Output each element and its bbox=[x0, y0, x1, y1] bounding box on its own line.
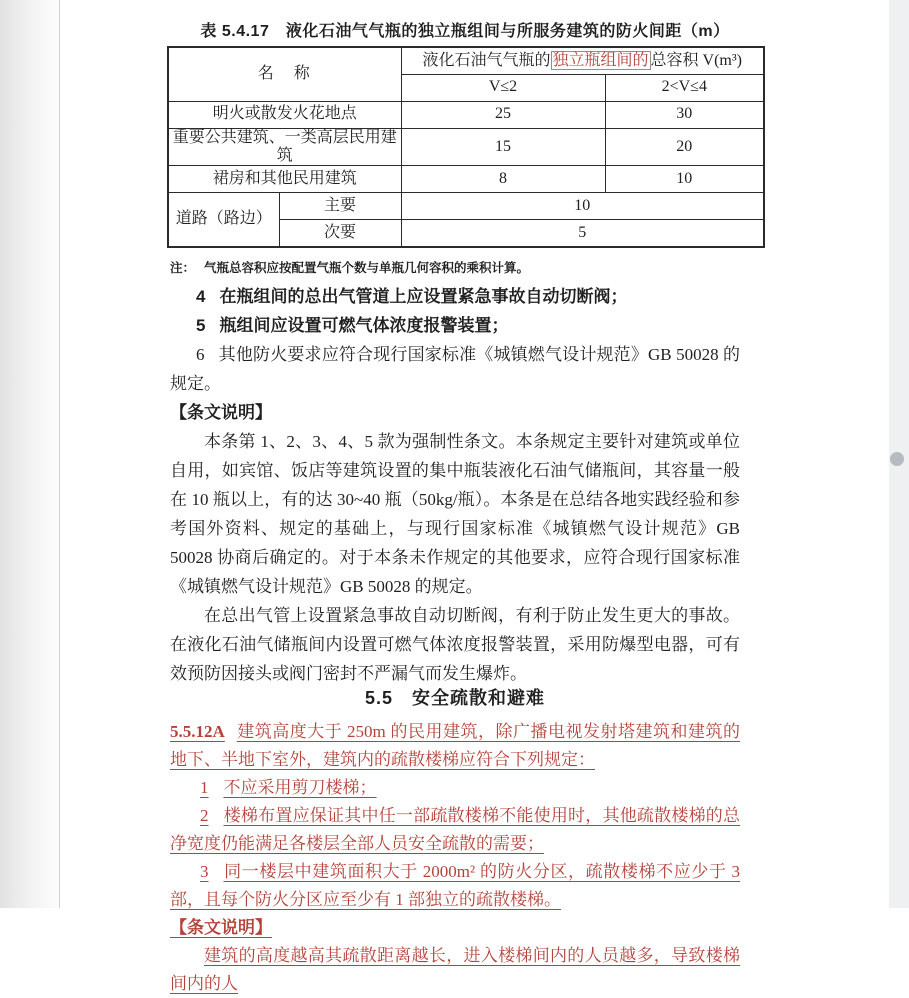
amendment-explanation-label: 【条文说明】 bbox=[170, 917, 272, 937]
header-volume-highlight: 独立瓶组间的 bbox=[552, 51, 649, 69]
clause-6 bbox=[170, 340, 740, 398]
row-value-1: 15 bbox=[401, 128, 605, 166]
clause-text: 在瓶组间的总出气管道上应设置紧急事故自动切断阀； bbox=[219, 286, 628, 306]
item-text: 不应采用剪刀楼梯； bbox=[223, 777, 377, 797]
row-value-1: 8 bbox=[401, 166, 605, 193]
item-number: 3 bbox=[200, 861, 209, 881]
road-label: 道路（路边） bbox=[168, 193, 279, 247]
clause-number: 4 bbox=[196, 286, 206, 306]
amendment-number: 5.5.12A bbox=[170, 721, 225, 741]
fire-spacing-table bbox=[167, 46, 765, 248]
table-row bbox=[168, 166, 764, 193]
road-type: 次要 bbox=[279, 220, 401, 247]
amendment-intro-text: 建筑高度大于 250m 的民用建筑，除广播电视发射塔建筑和建筑的地下、半地下室外，建筑内的疏散楼梯应符合下列规定： bbox=[170, 721, 740, 769]
header-volume bbox=[401, 47, 764, 74]
amendment-intro bbox=[170, 718, 740, 774]
page-left-shadow bbox=[0, 0, 60, 908]
row-label: 明火或散发火花地点 bbox=[168, 101, 401, 128]
header-volume-prefix: 液化石油气气瓶的 bbox=[422, 51, 551, 69]
item-text: 同一楼层中建筑面积大于 2000m² 的防火分区，疏散楼梯不应少于 3 部，且每个防火分区应至少有 1 部独立的疏散楼梯。 bbox=[170, 861, 740, 909]
table-note-label: 注： bbox=[170, 260, 196, 275]
table-row-road-main bbox=[168, 193, 764, 220]
item-number: 2 bbox=[200, 805, 209, 825]
row-value-2: 20 bbox=[605, 128, 764, 166]
road-value: 10 bbox=[401, 193, 764, 220]
item-number: 1 bbox=[200, 777, 209, 797]
header-volume-suffix: 总容积 V(m³) bbox=[650, 51, 743, 69]
row-value-2: 30 bbox=[605, 101, 764, 128]
row-label: 重要公共建筑、一类高层民用建筑 bbox=[168, 128, 401, 166]
header-name: 名 称 bbox=[168, 47, 401, 101]
item-text: 楼梯布置应保证其中任一部疏散楼梯不能使用时，其他疏散楼梯的总净宽度仍能满足各楼层全部人员安全疏散的需要； bbox=[170, 805, 740, 853]
road-value: 5 bbox=[401, 220, 764, 247]
road-type: 主要 bbox=[279, 193, 401, 220]
explanation-paragraph-2: 在总出气管上设置紧急事故自动切断阀，有利于防止发生更大的事故。在液化石油气储瓶间内设置可燃气体浓度报警装置，采用防爆型电器，可有效预防因接头或阀门密封不严漏气而发生爆炸。 bbox=[170, 605, 740, 683]
clause-number: 6 bbox=[196, 344, 205, 364]
clause-text: 其他防火要求应符合现行国家标准《城镇燃气设计规范》GB 50028 的规定。 bbox=[170, 344, 740, 393]
clause-5 bbox=[170, 311, 740, 340]
amendment-item-1 bbox=[170, 774, 740, 802]
clause-text: 瓶组间应设置可燃气体浓度报警装置； bbox=[219, 315, 509, 335]
header-sub-v2: 2<V≤4 bbox=[605, 74, 764, 101]
document-page bbox=[170, 0, 743, 998]
amendment-item-3 bbox=[170, 858, 740, 914]
explanation-label: 【条文说明】 bbox=[170, 402, 272, 422]
section-heading-5-5: 5.5 安全疏散和避难 bbox=[364, 687, 546, 708]
scroll-indicator-dot[interactable] bbox=[890, 452, 904, 466]
row-value-1: 25 bbox=[401, 101, 605, 128]
clause-4 bbox=[170, 282, 740, 311]
table-row bbox=[168, 101, 764, 128]
table-row bbox=[168, 128, 764, 166]
row-label: 裙房和其他民用建筑 bbox=[168, 166, 401, 193]
row-value-2: 10 bbox=[605, 166, 764, 193]
amendment-5-5-12A bbox=[170, 718, 740, 998]
table-note bbox=[170, 260, 740, 276]
table-caption: 表 5.4.17 液化石油气气瓶的独立瓶组间与所服务建筑的防火间距（m） bbox=[200, 23, 730, 40]
table-header-row-1 bbox=[168, 47, 764, 74]
amendment-item-2 bbox=[170, 802, 740, 858]
explanation-paragraph-1: 本条第 1、2、3、4、5 款为强制性条文。本条规定主要针对建筑或单位自用，如宾馆、饭店等建筑设置的集中瓶装液化石油气储瓶间，其容量一般在 10 瓶以上，有的达 30~40 瓶（50kg/瓶）。本条是在总结各地实践经验和参考国外资料、规定的基础上，与现行国家标准《城镇燃气设计规范》GB 50028 协商后确定的。对于本条未作规定的其他要求，应符合现行国家标准《城镇燃气设计规范》GB 50028 的规定。 bbox=[170, 431, 740, 596]
clause-body bbox=[170, 282, 740, 688]
clause-number: 5 bbox=[196, 315, 206, 335]
amendment-explanation-paragraph: 建筑的高度越高其疏散距离越长，进入楼梯间内的人员越多，导致楼梯间内的人 bbox=[170, 945, 740, 993]
table-note-text: 气瓶总容积应按配置气瓶个数与单瓶几何容积的乘积计算。 bbox=[204, 260, 530, 275]
header-sub-v1: V≤2 bbox=[401, 74, 605, 101]
